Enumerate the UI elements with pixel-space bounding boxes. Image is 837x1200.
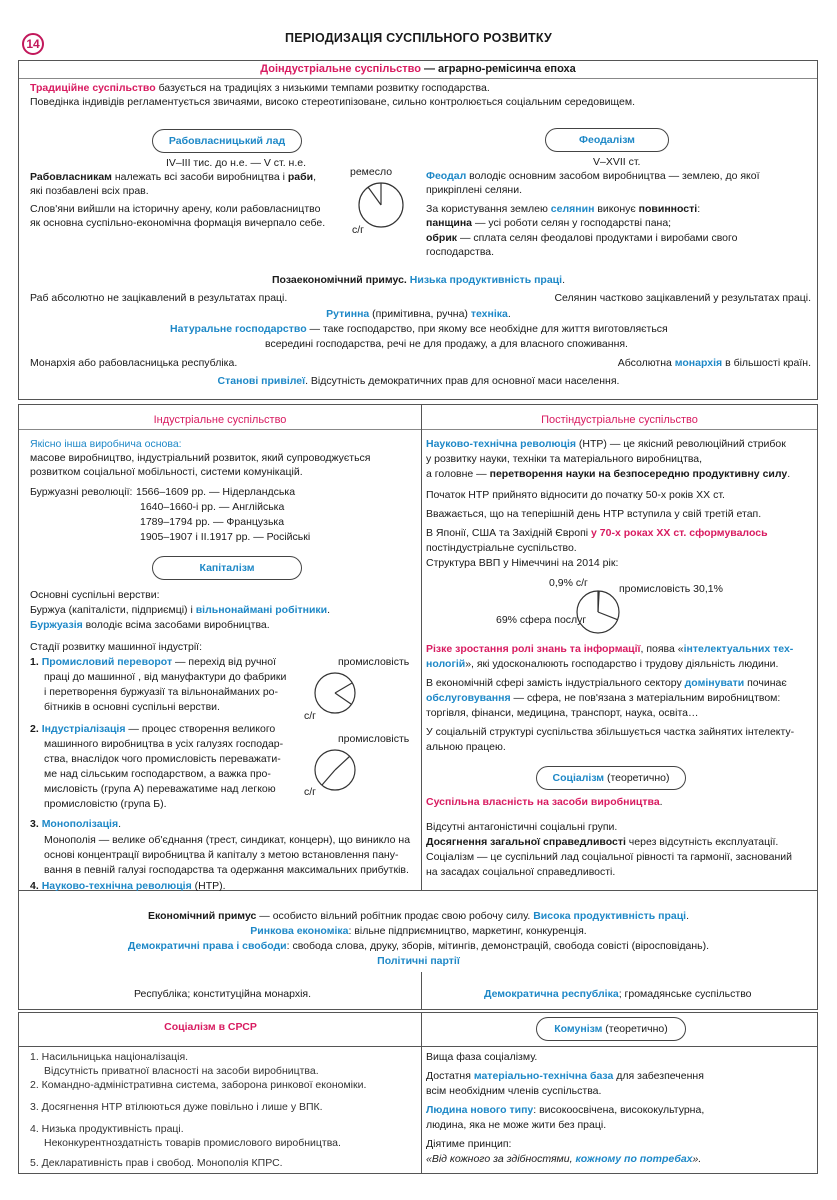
peasant-interest: Селянин частково зацікавлений у результатах праці. — [554, 292, 811, 304]
gdp-pie-chart — [574, 588, 622, 636]
industrial-line-1: Якісно інша виробнича основа: — [30, 438, 182, 450]
feudal-pill: Феодалізм — [545, 128, 669, 152]
industrial-diagram-2 — [312, 747, 358, 793]
post-line-1: Науково-технічна революція (НТР) — це якісний революційний стрибок — [426, 438, 786, 450]
socialism-line-5: на засадах соціальної справедливості. — [426, 866, 616, 878]
stage-4-title: 4. Науково-технічна революція (НТР). — [30, 880, 226, 892]
capitalism-pill: Капіталізм — [152, 556, 302, 580]
feudal-line-5: обрик — сплата селян феодалові продуктами і виробами свого — [426, 232, 738, 244]
page-number: 14 — [22, 33, 44, 55]
post-line-5: Вважається, що на теперішній день НТР вступила у свій третій етап. — [426, 508, 762, 520]
communism-line-2: Достатня матеріально-технічна база для забезпечення — [426, 1070, 704, 1082]
page-title: ПЕРІОДИЗАЦІЯ СУСПІЛЬНОГО РОЗВИТКУ — [285, 31, 552, 45]
classes-line: Буржуа (капіталісти, підприємці) і вільнонаймані робітники. — [30, 604, 331, 616]
ussr-item-2: 2. Командно-адміністративна система, заборона ринкової економіки. — [30, 1079, 367, 1091]
stage-1-line-2: праці до машинної , від мануфактури до фабрики — [44, 671, 287, 683]
revolution-2: 1640–1660-і рр. — Англійська — [140, 501, 285, 513]
stage-2-line-6: промисловістю (група Б). — [44, 798, 167, 810]
slave-dates: IV–III тис. до н.е. — V ст. н.е. — [166, 157, 307, 169]
communism-pill: Комунізм (теоретично) — [536, 1017, 686, 1041]
stage-2-line-3: ства, внаслідок чого промисловість переважати- — [44, 753, 281, 765]
gdp-pie-industry-label: промисловість 30,1% — [619, 583, 723, 595]
post-line-7: постіндустріальне суспільство. — [426, 542, 577, 554]
diagram-2-top: промисловість — [338, 733, 410, 745]
stage-3-line-3: вання в певній галузі господарства та одержання максимальних прибутків. — [44, 864, 409, 876]
postindustrial-government: Демократична республіка; громадянське суспільство — [484, 988, 752, 1000]
industrial-line-3: розвитком соціальної мобільності, системи комунікацій. — [30, 466, 303, 478]
slave-line-1: Рабовласникам належать всі засоби виробництва і раби, — [30, 171, 317, 183]
stages-label: Стадії розвитку машинної індустрії: — [30, 641, 202, 653]
slave-economy-diagram — [356, 180, 406, 230]
industrial-line-2: масове виробництво, індустріальний розвиток, який супроводжується — [30, 452, 371, 464]
stage-3-line-2: основі концентрації виробництва й капіталу з метою встановлення пану- — [44, 849, 399, 861]
stage-3-line-1: Монополія — велике об'єднання (трест, синдикат, концерн), що виникло на — [44, 834, 411, 846]
slave-diagram-top: ремесло — [350, 166, 393, 178]
feudal-dates: V–XVII ст. — [593, 156, 641, 168]
stage-2-line-2: машинного виробництва в усіх галузях господар- — [44, 738, 284, 750]
communism-line-1: Вища фаза соціалізму. — [426, 1051, 538, 1063]
industrial-header: Індустріальне суспільство — [19, 412, 421, 430]
post-line-2: у розвитку науки, техніки та матеріального виробництва, — [426, 453, 703, 465]
feudal-line-1: Феодал володіє основним засобом виробництва — землею, до якої — [426, 170, 760, 182]
stage-3-title: 3. Монополізація. — [30, 818, 122, 830]
revolution-1: 1566–1609 рр. — Нідерландська — [136, 486, 296, 498]
gdp-slice-services-boundary — [598, 612, 618, 620]
communism-line-5: людина, яка не може жити без праці. — [426, 1119, 607, 1131]
feudal-line-2: прикріплені селяни. — [426, 184, 522, 196]
economic-coercion-line: Економічний примус — особисто вільний робітник продає свою робочу силу. Висока продуктивність праці. — [148, 910, 689, 922]
post-line-3: а головне — перетворення науки на безпосередню продуктивну силу. — [426, 468, 791, 480]
slave-government: Монархія або рабовласницька республіка. — [30, 357, 238, 369]
revolution-3: 1789–1794 рр. — Французька — [140, 516, 285, 528]
traditional-intro: Традиційне суспільство базується на традиціях з низькими темпами розвитку господарства. — [30, 82, 490, 94]
classes-label: Основні суспільні верстви: — [30, 589, 160, 601]
market-economy-line: Ринкова економіка: вільне підприємництво, маркетинг, конкуренція. — [250, 925, 587, 937]
postindustrial-header: Постіндустріальне суспільство — [422, 412, 817, 430]
stage-1-title: 1. Промисловий переворот — перехід від ручної — [30, 656, 276, 668]
communism-line-4: Людина нового типу: високоосвічена, висококультурна, — [426, 1104, 705, 1116]
ussr-item-4-sub: Неконкурентноздатність товарів промислового виробництва. — [44, 1137, 341, 1149]
ussr-socialism-header: Соціалізм в СРСР — [164, 1021, 257, 1033]
knowledge-line-6: У соціальній структурі суспільства збільшується частка зайнятих інтелекту- — [426, 726, 795, 738]
ussr-item-1: 1. Насильницька націоналізація. — [30, 1051, 189, 1063]
socialism-line-4: Соціалізм — це суспільний лад соціальної рівності та гармонії, заснований — [426, 851, 792, 863]
knowledge-line-7: альною працею. — [426, 741, 506, 753]
preindustrial-header: Доіндустріальне суспільство — аграрно-ремісинча епоха — [19, 61, 817, 79]
diagram-1-top: промисловість — [338, 656, 410, 668]
feudal-line-6: господарства. — [426, 246, 495, 258]
ussr-item-3: 3. Досягнення НТР втілюються дуже повільно і лише у ВПК. — [30, 1101, 323, 1113]
socialism-theory-pill: Соціалізм (теоретично) — [536, 766, 686, 790]
slave-line-2: які позбавлені всіх прав. — [30, 185, 149, 197]
communism-principle: «Від кожного за здібностями, кожному по потребах». — [426, 1153, 702, 1165]
knowledge-line-1: Різке зростання ролі знань та інформації, поява «інтелектуальних тех- — [426, 643, 794, 655]
revolution-4: 1905–1907 і ІІ.1917 рр. — Російські — [140, 531, 311, 543]
traditional-intro-2: Поведінка індивідів регламентується звичаями, високо стереотипізоване, сильно контролюється соціальним середовищем. — [30, 96, 636, 108]
diagram-2-bottom: с/г — [304, 786, 316, 798]
feudal-government: Абсолютна монархія в більшості країн. — [617, 357, 811, 369]
diagram-1-bottom: с/г — [304, 710, 316, 722]
knowledge-line-2: нологій», які удосконалюють господарство і трудову діяльність людини. — [426, 658, 779, 670]
revolutions-label: Буржуазні революції: — [30, 486, 133, 498]
slave-diagram-bottom: с/г — [352, 224, 364, 236]
slave-line-3: Слов'яни вийшли на історичну арену, коли рабовласництво — [30, 203, 321, 215]
slave-interest: Раб абсолютно не зацікавлений в результатах праці. — [30, 292, 288, 304]
stage-2-line-5: мисловість (група А) переважатиме над легкою — [44, 783, 276, 795]
post-line-8: Структура ВВП у Німеччині на 2014 рік: — [426, 557, 619, 569]
slave-line-4: як основна суспільно-економічна формація вичерпало себе. — [30, 217, 326, 229]
gdp-pie-agri-label: 0,9% с/г — [549, 577, 588, 589]
stage-2-title: 2. Індустріалізація — процес створення великого — [30, 723, 276, 735]
communism-line-3: всім необхідним членів суспільства. — [426, 1085, 602, 1097]
common-line-3: Натуральне господарство — таке господарство, при якому все необхідне для життя виготовляється — [170, 323, 668, 335]
industrial-government: Республіка; конституційна монархія. — [134, 988, 312, 1000]
post-line-4: Початок НТР прийнято відносити до початку 50-х років ХХ ст. — [426, 489, 725, 501]
stage-1-line-4: бітників в основні суспільні верстви. — [44, 701, 220, 713]
stage-2-line-4: ме над сільським господарством, а важка про- — [44, 768, 271, 780]
communism-line-6: Діятиме принцип: — [426, 1138, 512, 1150]
slave-pill: Рабовласницький лад — [152, 129, 302, 153]
political-parties-line: Політичні партії — [377, 955, 460, 967]
common-line-1: Позаекономічний примус. Низька продуктивність праці. — [272, 274, 565, 286]
socialism-line-2: Відсутні антагоністичні соціальні групи. — [426, 821, 618, 833]
common-line-4: всередині господарства, речі не для продажу, а для власного споживання. — [265, 338, 628, 350]
feudal-line-3: За користування землею селянин виконує повинності: — [426, 203, 701, 215]
common-line-5: Станові привілеї. Відсутність демократичних прав для основної маси населення. — [217, 375, 620, 387]
knowledge-line-4: обслуговування — сфера, не пов'язана з матеріальним виробництвом: — [426, 692, 781, 704]
democratic-rights-line: Демократичні права і свободи: свобода слова, друку, зборів, мітингів, демонстрацій, свобода совісті (віросповідань). — [127, 940, 710, 952]
industrial-diagram-1 — [312, 670, 358, 716]
feudal-line-4: панщина — усі роботи селян у господарстві пана; — [426, 217, 672, 229]
post-line-6: В Японії, США та Західній Європі у 70-х роках ХХ ст. сформувалось — [426, 527, 768, 539]
stage-1-line-3: і перетворення буржуазії та вільнонайманих ро- — [44, 686, 278, 698]
ussr-item-1-sub: Відсутність приватної власності на засоби виробництва. — [44, 1065, 319, 1077]
ussr-item-4: 4. Низька продуктивність праці. — [30, 1123, 184, 1135]
bourgeoisie-line: Буржуазія володіє всіма засобами виробництва. — [30, 619, 270, 631]
knowledge-line-3: В економічній сфері замість індустріального сектору домінувати починає — [426, 677, 787, 689]
common-line-2: Рутинна (примітивна, ручна) техніка. — [326, 308, 511, 320]
gdp-pie-services-label: 69% сфера послуг — [496, 614, 587, 626]
ussr-item-5: 5. Декларативність прав і свобод. Монополія КПРС. — [30, 1157, 283, 1169]
knowledge-line-5: торгівля, фінанси, медицина, транспорт, наука, освіта… — [426, 707, 699, 719]
socialism-line-1: Суспільна власність на засоби виробництва. — [426, 796, 663, 808]
socialism-line-3: Досягнення загальної справедливості через відсутність експлуатації. — [426, 836, 779, 848]
